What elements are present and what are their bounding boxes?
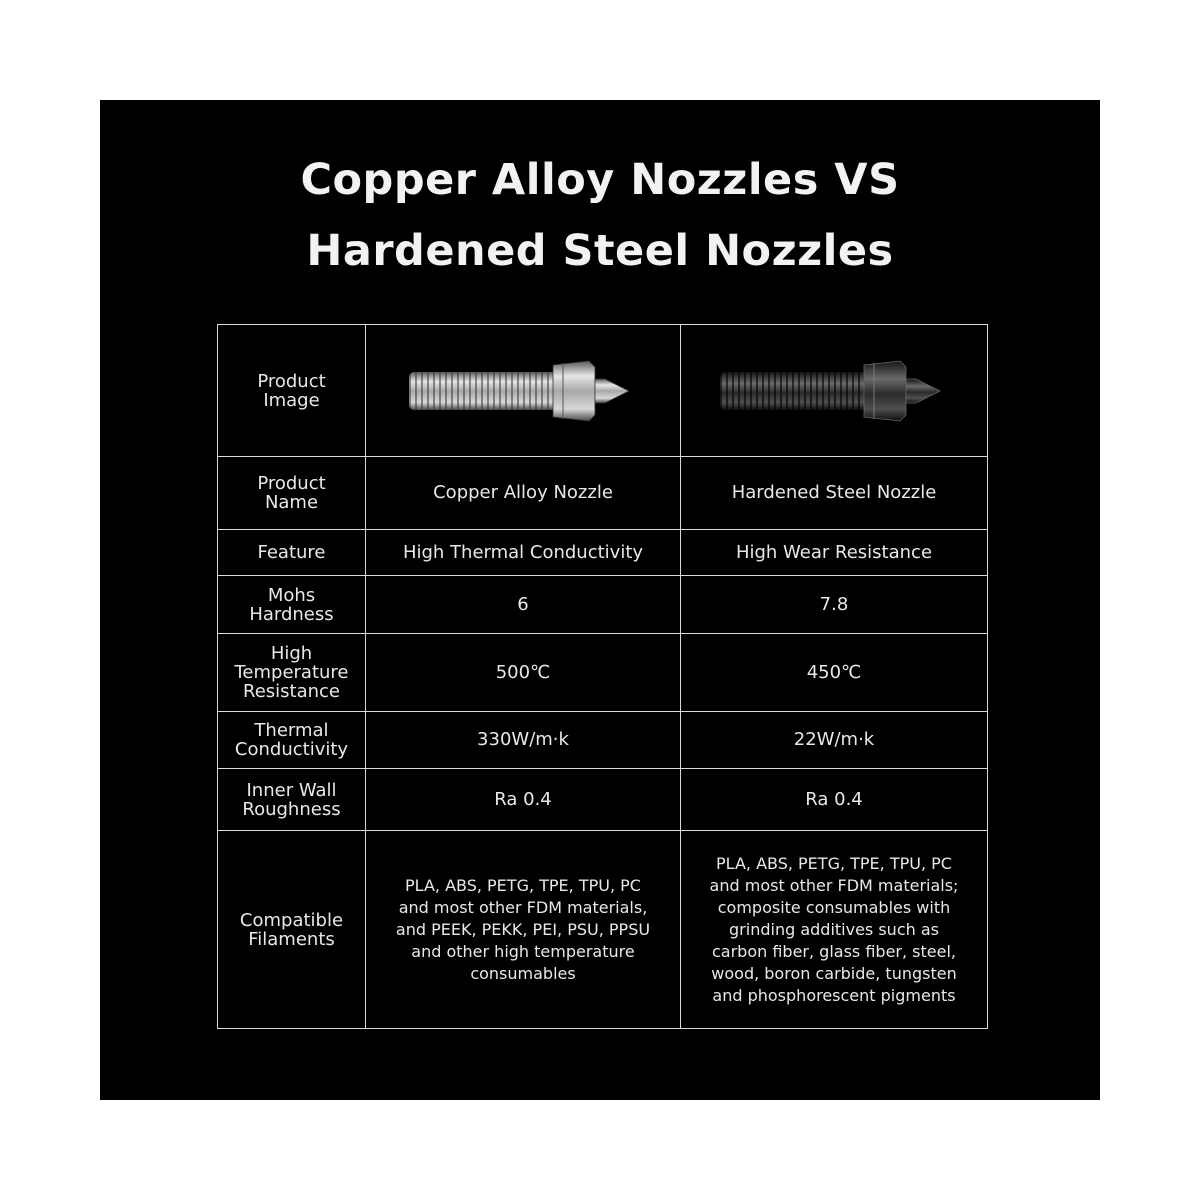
label-line: High xyxy=(270,643,313,664)
label-inner-wall-roughness xyxy=(218,769,366,831)
comparison-table xyxy=(217,324,988,1029)
comparison-panel xyxy=(100,100,1100,1100)
table-row-thermal xyxy=(218,712,988,769)
label-line: Thermal xyxy=(254,720,329,741)
copper-filaments xyxy=(366,831,681,1029)
steel-filaments xyxy=(681,831,988,1029)
filament-line: and most other FDM materials; xyxy=(709,875,959,895)
filament-line: consumables xyxy=(470,963,576,983)
steel-feature: High Wear Resistance xyxy=(681,530,988,576)
label-line: Compatible xyxy=(239,909,344,931)
filament-line: and other high temperature xyxy=(411,941,635,961)
label-line: Product xyxy=(257,370,326,392)
table-row-name xyxy=(218,457,988,530)
label-product-name xyxy=(218,457,366,530)
label-thermal-conductivity xyxy=(218,712,366,769)
label-feature: Feature xyxy=(218,530,366,576)
table-row-feature xyxy=(218,530,988,576)
title-line-2: Hardened Steel Nozzles xyxy=(306,226,894,276)
copper-temperature: 500℃ xyxy=(366,634,681,712)
copper-nozzle-image xyxy=(366,325,681,457)
label-line: Resistance xyxy=(243,681,340,702)
filament-line: and phosphorescent pigments xyxy=(712,985,956,1005)
copper-name: Copper Alloy Nozzle xyxy=(366,457,681,530)
hardened-steel-nozzle-icon xyxy=(714,351,954,431)
label-line: Conductivity xyxy=(234,739,349,760)
copper-nozzle-icon xyxy=(403,351,643,431)
label-line: Inner Wall xyxy=(246,779,337,801)
title-line-1: Copper Alloy Nozzles VS xyxy=(300,155,900,205)
filament-line: carbon fiber, glass fiber, steel, xyxy=(712,941,956,961)
filament-line: and most other FDM materials, xyxy=(398,897,648,917)
steel-nozzle-image xyxy=(681,325,988,457)
label-line: Hardness xyxy=(249,603,334,625)
copper-feature: High Thermal Conductivity xyxy=(366,530,681,576)
table-row-roughness xyxy=(218,769,988,831)
table-row-temperature xyxy=(218,634,988,712)
table-row-image xyxy=(218,325,988,457)
label-line: Mohs xyxy=(267,584,316,606)
label-line: Image xyxy=(263,389,320,411)
filament-line: and PEEK, PEKK, PEI, PSU, PPSU xyxy=(395,919,651,939)
steel-roughness: Ra 0.4 xyxy=(681,769,988,831)
copper-roughness: Ra 0.4 xyxy=(366,769,681,831)
steel-name: Hardened Steel Nozzle xyxy=(681,457,988,530)
label-mohs-hardness xyxy=(218,576,366,634)
label-line: Name xyxy=(264,492,319,513)
label-high-temperature-resistance xyxy=(218,634,366,712)
label-line: Filaments xyxy=(248,928,335,950)
label-line: Temperature xyxy=(234,662,349,683)
steel-mohs: 7.8 xyxy=(681,576,988,634)
table-row-filaments xyxy=(218,831,988,1029)
table-row-mohs xyxy=(218,576,988,634)
copper-thermal: 330W/m·k xyxy=(366,712,681,769)
filament-line: grinding additives such as xyxy=(729,919,939,939)
label-line: Product xyxy=(257,473,326,494)
label-compatible-filaments xyxy=(218,831,366,1029)
label-product-image xyxy=(218,325,366,457)
copper-mohs: 6 xyxy=(366,576,681,634)
filament-line: wood, boron carbide, tungsten xyxy=(711,963,957,983)
filament-line: PLA, ABS, PETG, TPE, TPU, PC xyxy=(405,875,641,895)
filament-line: PLA, ABS, PETG, TPE, TPU, PC xyxy=(716,853,952,873)
steel-temperature: 450℃ xyxy=(681,634,988,712)
label-line: Roughness xyxy=(242,798,341,820)
filament-line: composite consumables with xyxy=(717,897,951,917)
steel-thermal: 22W/m·k xyxy=(681,712,988,769)
